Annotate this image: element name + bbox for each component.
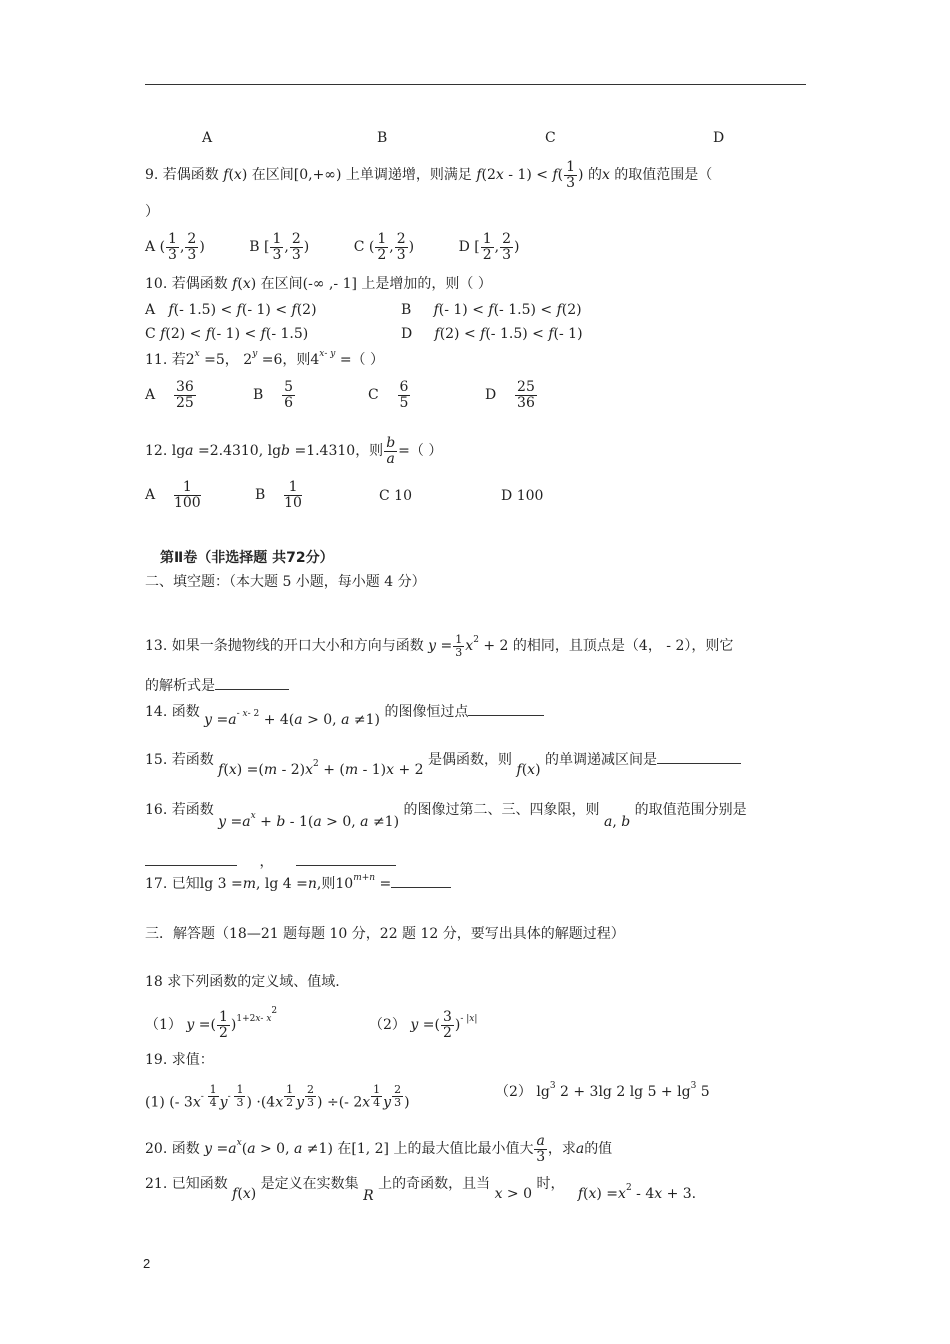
answer-blank-17[interactable]	[391, 875, 451, 888]
answer-blank-13[interactable]	[215, 677, 289, 690]
question-21: 21. 已知函数 f(x) 是定义在实数集 R 上的奇函数，且当 x > 0 时， $f(x) =x^2 - 4x + 3$.	[145, 1176, 697, 1204]
question-12: 12. lga =2.4310, lgb =1.4310，则 $\frac{b}{a}$ =（ ）	[145, 435, 443, 467]
question-10-options-cd: C f(2) < f(- 1) < f(- 1.5) D f(2) < f(- 1.5) < f(- 1)	[145, 326, 583, 342]
answer-blank-16a[interactable]	[145, 853, 237, 866]
question-14: 14. 函数 $y =a^{- x- 2} + 4(a > 0$, a ≠1) 的图像恒过点	[145, 702, 544, 722]
page-number: 2	[143, 1256, 151, 1271]
question-12-options: A $\frac{1}{100}$ B $\frac{1}{10}$ C 10 D 100	[145, 479, 544, 511]
question-10: 10. 若偶函数 f(x) 在区间(-∞ ,- 1] 上是增加的，则（ ）	[145, 276, 492, 292]
question-11: 11. 若2$^x$ =5， 2$^y$ =6，则$4^{x- y}$ =（ ）	[145, 349, 385, 368]
question-17: 17. 已知lg 3 =m, lg 4 =n,则$10^{m+n}$ =	[145, 874, 451, 894]
section-2-subtitle: 二、填空题：（本大题 5 小题，每小题 4 分）	[145, 574, 426, 590]
question-9: 9. 若偶函数 f(x) 在区间[0,+∞) 上单调递增，则满足 f(2x - 1) < f( $\frac{1}{3}$ ) 的x 的取值范围是（	[145, 159, 713, 191]
option-b-label: B	[377, 130, 388, 146]
section-2-title: 第Ⅱ卷（非选择题 共72分）	[160, 550, 334, 566]
question-9-options: A ( $\frac{1}{3}$ , $\frac{2}{3}$ ) B [ $\frac{1}{3}$ , $\frac{2}{3}$ ) C ( $\frac{1}{2}$ , $\frac{2}{3}$ ) D [ $\frac{1}{2}$ , $\frac{2}{3}$ )	[145, 231, 520, 263]
question-19-parts: (1) (- $3x^{- \frac{1}{4}}$ $y^{- \frac{1}{3}}$ ) ·(4x $^{\frac{1}{2}}$ y $^{\frac{2}{3}}$ ) ÷(- 2x $^{\frac{1}{4}}$ y $^{\frac{2}{3}}$ ) （2） $\lg^3 2 + 3\lg$ 2 $\lg 5 + \lg^3 5$	[145, 1081, 710, 1111]
option-c-label: C	[545, 130, 556, 146]
answer-blank-14[interactable]	[468, 703, 544, 716]
option-a-label: A	[202, 130, 213, 146]
question-13: 13. 如果一条抛物线的开口大小和方向与函数 y = $\frac{1}{3}$ $x^2 + 2$ 的相同，且顶点是（4， - 2），则它	[145, 633, 734, 659]
question-16-blanks: ，	[145, 852, 396, 872]
answer-blank-15[interactable]	[657, 751, 741, 764]
header-rule	[145, 84, 806, 85]
answer-blank-16b[interactable]	[296, 853, 396, 866]
question-20: 20. 函数 $y =a^x(a > 0$, a ≠1) 在[1, 2] 上的最大值比最小值大 $\frac{a}{3}$ ，求a的值	[145, 1133, 613, 1165]
question-18: 18 求下列函数的定义域、值域.	[145, 974, 340, 990]
section-3-title: 三．解答题（18—21 题每题 10 分，22 题 12 分，要写出具体的解题过程）	[145, 926, 625, 942]
question-19: 19. 求值：	[145, 1052, 214, 1068]
question-10-options-ab: A f(- 1.5) < f(- 1) < f(2) B f(- 1) < f(- 1.5) < f(2)	[145, 302, 582, 318]
option-d-label: D	[713, 130, 725, 146]
question-16: 16. 若函数 $y =a^x + b - 1(a > 0$, a ≠1) 的图像过第二、三、四象限，则 a, b 的取值范围分别是	[145, 802, 747, 830]
question-11-options: A $\frac{36}{25}$ B $\frac{5}{6}$ C $\frac{6}{5}$ D $\frac{25}{36}$	[145, 379, 535, 411]
question-9-close: ）	[145, 204, 159, 220]
question-13-cont: 的解析式是	[145, 676, 289, 696]
question-15: 15. 若函数 $f(x) =(m - 2)x^2 + (m - 1)x + 2$ 是偶函数，则 f(x) 的单调递减区间是	[145, 750, 741, 770]
question-18-parts: （1） y =( $\frac{1}{2}$ )$^{1+2x- x^2}$ （2） y =( $\frac{3}{2}$ )$^{- |x|}$	[145, 1006, 478, 1041]
